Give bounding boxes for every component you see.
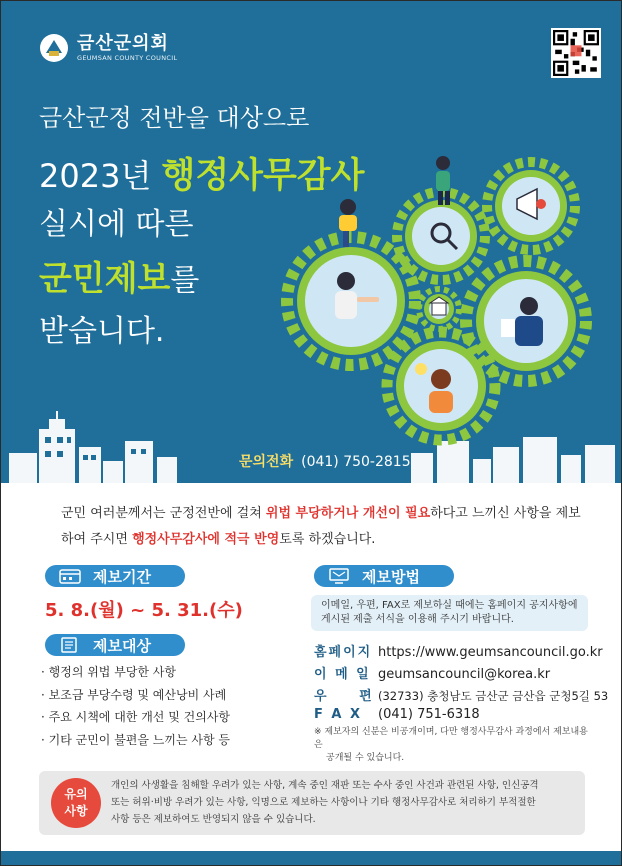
list-item: · 행정의 위법 부당한 사항 xyxy=(41,665,176,679)
method-notice-line1: 이메일, 우편, FAX로 제보하실 때에는 홈페이지 공지사항에 xyxy=(321,600,578,611)
qr-code-icon[interactable] xyxy=(551,28,601,78)
post-label: 우 편 xyxy=(314,689,386,704)
org-name-en: GEUMSAN COUNTY COUNCIL xyxy=(77,54,178,62)
email-link[interactable]: geumsancouncil@korea.kr xyxy=(378,667,551,682)
council-emblem-icon xyxy=(39,33,69,63)
caution-box xyxy=(39,771,585,835)
privacy-note-line2: 공개될 수 있습니다. xyxy=(326,753,405,763)
intro-highlight1: 위법 부당하거나 개선이 필요 xyxy=(265,506,431,521)
caution-badge-line1: 유의 xyxy=(64,787,88,801)
headline-line2 xyxy=(39,148,364,198)
caution-badge-line2: 사항 xyxy=(64,804,88,818)
caution-line2: 또는 허위·비방 우려가 있는 사항, 익명으로 제보하는 사항이나 기타 행정사무감사로 처리하기 부적절한 xyxy=(111,797,536,808)
header-banner xyxy=(1,1,621,483)
council-logo xyxy=(39,33,177,63)
fax-number: (041) 751-6318 xyxy=(378,707,480,722)
list-item: · 주요 시책에 대한 개선 및 건의사항 xyxy=(41,710,230,724)
fax-label: F A X xyxy=(314,707,363,722)
list-item: · 기타 군민이 불편을 느끼는 사항 등 xyxy=(41,732,230,747)
method-title: 제보방법 xyxy=(362,567,420,586)
headline-particle: 를 xyxy=(170,263,200,298)
intro-text xyxy=(61,501,581,553)
post-row xyxy=(314,685,608,704)
contact-label: 문의전화 xyxy=(239,454,294,470)
calendar-icon xyxy=(59,568,81,584)
caution-line1: 개인의 사생활을 침해할 우려가 있는 사항, 계속 중인 재판 또는 수사 중인 사건과 관련된 사항, 인신공격 xyxy=(111,780,539,791)
homepage-label: 홈페이지 xyxy=(314,645,373,660)
targets-section-header xyxy=(45,634,185,656)
method-section-header xyxy=(314,565,454,587)
intro-part1: 군민 여러분께서는 군정전반에 걸쳐 xyxy=(61,506,266,521)
email-row xyxy=(314,663,550,682)
post-address: (32733) 충청남도 금산군 금산읍 군청5길 53 xyxy=(378,689,609,703)
email-label: 이 메 일 xyxy=(314,667,371,682)
period-title: 제보기간 xyxy=(93,567,151,586)
targets-list xyxy=(41,663,230,753)
headline-year: 2023년 xyxy=(39,157,162,195)
list-item: · 보조금 부당수령 및 예산낭비 사례 xyxy=(41,687,227,702)
person-sitting-top xyxy=(339,199,357,247)
targets-title: 제보대상 xyxy=(93,636,151,655)
checklist-icon xyxy=(59,637,81,653)
homepage-row xyxy=(314,641,603,660)
org-name: 금산군의회 xyxy=(77,33,169,54)
method-notice-line2: 게시된 제출 서식을 이용해 주시기 바랍니다. xyxy=(321,614,514,625)
headline-line1: 금산군정 전반을 대상으로 xyxy=(39,104,310,132)
period-section-header xyxy=(45,565,185,587)
intro-part2: 하다고 느끼신 사항을 제보하여 주시면 xyxy=(61,506,581,547)
caution-badge xyxy=(51,778,101,828)
footer-bar xyxy=(1,851,621,865)
privacy-note xyxy=(314,726,594,765)
computer-mail-icon xyxy=(328,568,350,584)
contact-number[interactable]: (041) 750-2815 xyxy=(301,454,411,470)
headline-line5: 받습니다. xyxy=(39,314,165,349)
headline-line4 xyxy=(39,251,199,300)
intro-part3: 토록 하겠습니다. xyxy=(279,532,376,547)
privacy-note-line1: ※ 제보자의 신분은 비공개이며, 다만 행정사무감사 과정에서 제보내용은 xyxy=(314,727,588,750)
fax-row xyxy=(314,707,480,722)
headline-audit: 행정사무감사 xyxy=(161,156,365,196)
method-notice-box xyxy=(311,595,588,631)
period-value: 5. 8.(월) ~ 5. 31.(수) xyxy=(45,600,243,621)
headline-line3: 실시에 따른 xyxy=(39,207,194,242)
caution-line3: 사항 등은 제보하여도 반영되지 않을 수 있습니다. xyxy=(111,814,316,825)
homepage-link[interactable]: https://www.geumsancouncil.go.kr xyxy=(378,645,603,660)
city-skyline-left xyxy=(9,411,177,483)
person-walking-top xyxy=(436,156,450,205)
headline-report: 군민제보 xyxy=(39,259,171,299)
intro-highlight2: 행정사무감사에 적극 반영 xyxy=(132,532,280,547)
contact-phone xyxy=(239,451,411,471)
caution-text xyxy=(111,777,581,828)
